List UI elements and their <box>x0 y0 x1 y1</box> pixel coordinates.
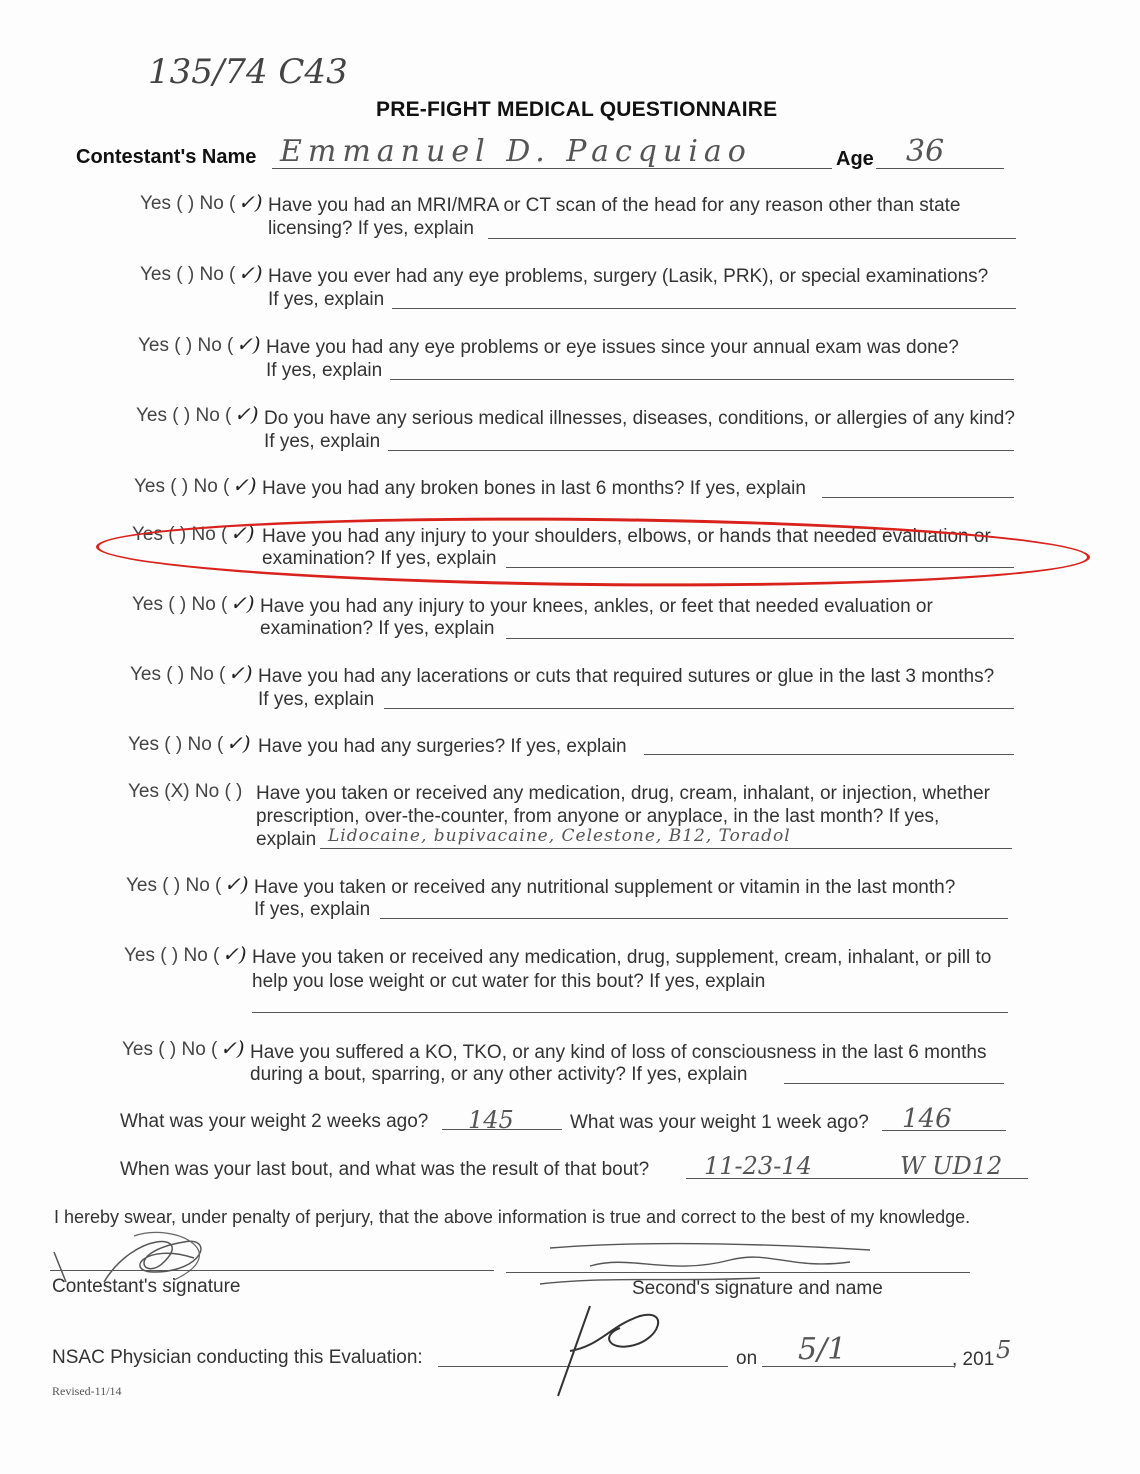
no-check-mark: ✓) <box>234 402 259 426</box>
evaluation-date-value: 5/1 <box>798 1332 847 1367</box>
explain-line <box>384 708 1014 709</box>
medication-explain-value: Lidocaine, bupivacaine, Celestone, B12, Toradol <box>328 826 791 846</box>
no-check-mark: ✓) <box>236 332 261 356</box>
question-text-cont: examination? If yes, explain <box>260 618 495 639</box>
contestant-signature-line <box>50 1270 494 1271</box>
question-text-cont: If yes, explain <box>268 289 385 310</box>
question-text: Have you had any eye problems or eye issues since your annual exam was done? <box>266 337 959 358</box>
physician-label: NSAC Physician conducting this Evaluation: <box>52 1347 423 1368</box>
no-check-mark: ✓) <box>238 190 263 214</box>
age-value: 36 <box>906 134 945 169</box>
question-text: Have you taken or received any nutritional supplement or vitamin in the last month? <box>254 877 956 898</box>
weight-1-week-label: What was your weight 1 week ago? <box>570 1112 869 1133</box>
yes-no-choice: Yes ( ) No ( <box>140 264 236 285</box>
question-text: Have you suffered a KO, TKO, or any kind of loss of consciousness in the last 6 months <box>250 1042 987 1063</box>
on-label: on <box>736 1348 758 1369</box>
yes-no-choice: Yes ( ) No ( <box>128 734 224 755</box>
weight-2-weeks-value: 145 <box>468 1106 514 1134</box>
question-text-cont: during a bout, sparring, or any other activity? If yes, explain <box>250 1064 748 1085</box>
second-signature-label: Second's signature and name <box>632 1278 883 1299</box>
no-check-mark: ✓) <box>230 591 255 615</box>
contestant-signature-label: Contestant's signature <box>52 1276 241 1297</box>
yes-no-choice: Yes ( ) No ( <box>134 476 230 497</box>
yes-no-choice: Yes ( ) No ( <box>138 335 234 356</box>
no-check-mark: ✓) <box>238 261 263 285</box>
question-text: Have you ever had any eye problems, surgery (Lasik, PRK), or special examinations? <box>268 266 989 287</box>
explain-line <box>388 450 1014 451</box>
question-text-cont: explain <box>256 829 317 850</box>
question-text-cont: examination? If yes, explain <box>262 548 497 569</box>
contestant-name-value: Emmanuel D. Pacquiao <box>280 134 752 169</box>
evaluation-date-line <box>762 1366 954 1367</box>
explain-line <box>822 497 1014 498</box>
year-prefix: , 201 <box>952 1349 995 1370</box>
yes-no-choice: Yes ( ) No ( <box>132 594 228 615</box>
yes-no-choice: Yes ( ) No ( <box>126 875 222 896</box>
question-text-cont: licensing? If yes, explain <box>268 218 474 239</box>
last-bout-label: When was your last bout, and what was the result of that bout? <box>120 1159 650 1180</box>
revision-note: Revised-11/14 <box>52 1384 122 1398</box>
explain-line <box>506 638 1014 639</box>
question-text: Have you had any lacerations or cuts that required sutures or glue in the last 3 months? <box>258 666 995 687</box>
question-text-cont: If yes, explain <box>264 431 381 452</box>
explain-line <box>392 308 1016 309</box>
question-text: Have you had any broken bones in last 6 months? If yes, explain <box>262 478 806 499</box>
year-value: 5 <box>996 1336 1012 1364</box>
explain-line <box>390 379 1014 380</box>
yes-no-choice: Yes ( ) No ( <box>140 193 236 214</box>
yes-no-choice-yes: Yes (X) No ( ) <box>128 781 243 802</box>
yes-no-choice: Yes ( ) No ( <box>130 664 226 685</box>
no-check-mark: ✓) <box>220 1036 245 1060</box>
question-text: Have you taken or received any medication, drug, supplement, cream, inhalant, or pill to <box>252 947 992 968</box>
explain-line <box>784 1083 1004 1084</box>
yes-no-choice: Yes ( ) No ( <box>124 945 220 966</box>
explain-line <box>320 848 1012 849</box>
question-text-cont: help you lose weight or cut water for this bout? If yes, explain <box>252 971 766 992</box>
question-text-cont: If yes, explain <box>258 689 375 710</box>
last-bout-date: 11-23-14 <box>704 1152 812 1180</box>
question-text-cont: prescription, over-the-counter, from anyone or anyplace, in the last month? If yes, <box>256 806 940 827</box>
explain-line <box>252 1012 1008 1013</box>
second-signature-line <box>506 1272 970 1273</box>
question-text-cont: If yes, explain <box>266 360 383 381</box>
question-text: Have you had any injury to your knees, ankles, or feet that needed evaluation or <box>260 596 933 617</box>
explain-line <box>380 918 1008 919</box>
yes-no-choice: Yes ( ) No ( <box>132 524 228 545</box>
question-text: Have you taken or received any medication, drug, cream, inhalant, or injection, whether <box>256 783 991 804</box>
question-text: Have you had an MRI/MRA or CT scan of the head for any reason other than state <box>268 195 961 216</box>
question-text: Have you had any injury to your shoulders, elbows, or hands that needed evaluation or <box>262 526 991 547</box>
handwritten-vitals-note: 135/74 C43 <box>148 52 348 92</box>
weight-1-week-value: 146 <box>902 1104 952 1134</box>
contestant-name-label: Contestant's Name <box>76 146 257 168</box>
no-check-mark: ✓) <box>232 473 257 497</box>
question-text: Do you have any serious medical illnesses, diseases, conditions, or allergies of any kind? <box>264 408 1015 429</box>
question-text: Have you had any surgeries? If yes, explain <box>258 736 627 757</box>
age-label: Age <box>836 148 874 170</box>
last-bout-result: W UD12 <box>900 1152 1003 1180</box>
no-check-mark: ✓) <box>224 872 249 896</box>
no-check-mark: ✓) <box>230 521 255 545</box>
weight-2-weeks-label: What was your weight 2 weeks ago? <box>120 1111 429 1132</box>
yes-no-choice: Yes ( ) No ( <box>136 405 232 426</box>
form-title: PRE-FIGHT MEDICAL QUESTIONNAIRE <box>376 98 778 121</box>
no-check-mark: ✓) <box>228 661 253 685</box>
question-text-cont: If yes, explain <box>254 899 371 920</box>
no-check-mark: ✓) <box>226 731 251 755</box>
explain-line <box>488 238 1016 239</box>
declaration-text: I hereby swear, under penalty of perjury, that the above information is true and correct to the best of my knowledge. <box>54 1207 971 1227</box>
physician-signature-scribble <box>540 1296 690 1406</box>
explain-line <box>644 754 1014 755</box>
no-check-mark: ✓) <box>222 942 247 966</box>
yes-no-choice: Yes ( ) No ( <box>122 1039 218 1060</box>
